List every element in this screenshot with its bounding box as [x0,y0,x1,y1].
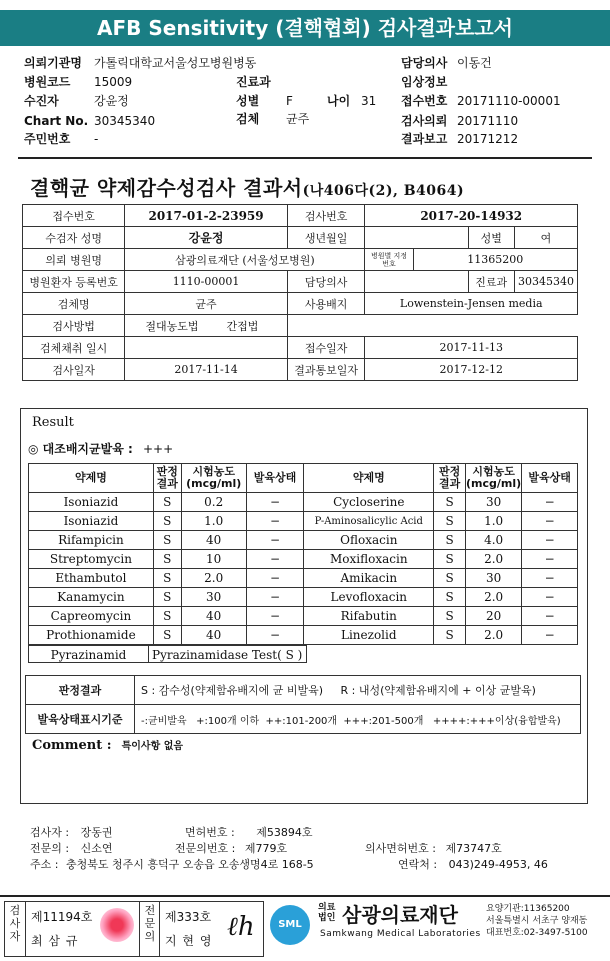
drug-judge: S [153,512,181,531]
info-label: 생년월일 [287,227,365,249]
comment-label: Comment : [32,738,112,753]
drug-growth: − [522,626,578,645]
col-drug: 약제명 [29,464,154,493]
info-label: 접수일자 [287,337,365,359]
drug-name: Capreomycin [29,607,154,626]
info-label: 접수번호 [23,205,125,227]
patient-info-table [22,204,578,381]
report-subtitle: (나406다(2), B4064) [302,183,465,199]
drug-growth: − [246,569,304,588]
drug-judge: S [153,493,181,512]
company-address: 서울특별시 서초구 양재동 [486,916,588,926]
info-blank [287,315,577,337]
drug-row [29,588,578,607]
drug-conc: 0.2 [181,493,246,512]
drug-conc: 2.0 [466,588,522,607]
culture-value: +++ [142,442,174,456]
info-value: 삼광의료재단 (서울성모병원) [125,249,365,271]
info-label: 진료과 [468,271,514,293]
header-block [24,54,594,150]
signature-strip [0,895,610,959]
report-value: 20171212 [457,132,519,146]
legend-judge-text: S : 감수성(약제함유배지에 균 비발육) R : 내성(약제함유배지에 + 이상 균발육) [135,676,581,705]
sex-value: F [286,94,293,108]
drug-conc: 10 [181,550,246,569]
license-value: 제53894호 [256,826,313,839]
hospcode-value: 15009 [94,75,133,89]
info-value: 30345340 [514,271,577,293]
drug-judge: S [434,588,466,607]
drug-name: Ethambutol [29,569,154,588]
drug-growth: − [246,531,304,550]
specialist-vlabel: 전문의 [144,904,156,943]
report-title-text: 결핵균 약제감수성검사 결과서 [30,176,303,200]
col-growth: 발육상태 [246,464,304,493]
drug-conc: 2.0 [181,569,246,588]
drug-judge: S [434,512,466,531]
drug-growth: − [522,569,578,588]
license-label: 면허번호 : [185,826,235,839]
receipt-label: 접수번호 [401,94,448,108]
culture-label: ◎ 대조배지균발육 : [28,442,133,456]
drug-growth: − [522,588,578,607]
collector-label: 수진자 [24,94,59,108]
drug-row [29,531,578,550]
divider [159,902,160,956]
drug-name: Rifabutin [304,607,434,626]
contact-label: 연락처 : [398,858,438,871]
company-code: 요양기관:11365200 [486,904,570,914]
col-judge: 판정결과 [153,464,181,493]
info-label: 의뢰 병원명 [23,249,125,271]
specialist-label: 전문의 : [30,842,70,855]
drug-conc: 40 [181,607,246,626]
drug-conc: 30 [466,493,522,512]
drug-name: Cycloserine [304,493,434,512]
contact-value: 043)249-4953, 46 [448,858,548,871]
logo-english: Samkwang Medical Laboratories [320,929,481,939]
info-label: 병원환자 등록번호 [23,271,125,293]
col-judge: 판정결과 [434,464,466,493]
drug-growth: − [246,550,304,569]
info-value: 2017-11-13 [365,337,578,359]
drug-growth: − [522,607,578,626]
comment-line [32,737,183,753]
info-label: 사용배지 [287,293,365,315]
method-2: 간접법 [226,319,259,333]
drug-name: Prothionamide [29,626,154,645]
drug-growth: − [246,588,304,607]
specialist-number: 제333호 [165,910,212,924]
info-label: 담당의사 [287,271,365,293]
pyrazinamide-test: Pyrazinamidase Test( S ) [148,645,307,663]
drug-conc: 30 [181,588,246,607]
doc-license-label: 의사면허번호 : [365,842,436,855]
drug-name: Streptomycin [29,550,154,569]
examiner-vlabel: 검사자 [9,904,21,943]
request-value: 20171110 [457,114,519,128]
age-value: 31 [361,94,377,108]
drug-conc: 1.0 [466,512,522,531]
info-value: 2017-20-14932 [365,205,578,227]
chart-label: Chart No. [24,114,89,128]
drug-conc: 2.0 [466,626,522,645]
info-value [125,337,287,359]
report-banner: AFB Sensitivity (결핵협회) 검사결과보고서 [0,10,610,46]
drug-name: Moxifloxacin [304,550,434,569]
spec-license-value: 제779호 [244,842,288,855]
result-title: Result [32,415,74,430]
info-value [365,227,468,249]
drug-conc: 2.0 [466,550,522,569]
col-conc: 시험농도(mcg/ml) [181,464,246,493]
drug-conc: 20 [466,607,522,626]
drug-conc: 1.0 [181,512,246,531]
request-label: 검사의뢰 [401,114,448,128]
culture-growth [28,440,173,457]
drug-table [28,463,578,645]
signature-mark: ℓh [227,912,255,942]
comment-text: 특이사항 없음 [121,741,184,752]
info-value [365,271,468,293]
drug-judge: S [434,626,466,645]
drug-judge: S [153,569,181,588]
hospcode-label: 병원코드 [24,75,71,89]
info-label: 병원별 지정번호 [365,249,413,271]
drug-growth: − [522,550,578,569]
divider [139,902,140,956]
info-value: 2017-12-12 [365,359,578,381]
drug-judge: S [153,607,181,626]
drug-judge: S [153,626,181,645]
examiner-name: 최 삼 규 [31,934,79,948]
signature-box [4,901,264,957]
legend-growth-text: -:균비발육 +:100개 이하 ++:101-200개 +++:201-500개 ++++:+++이상(융합발육) [135,705,581,734]
rrn-value: - [94,132,99,146]
info-value: 2017-01-2-23959 [125,205,287,227]
info-label: 검사방법 [23,315,125,337]
drug-conc: 4.0 [466,531,522,550]
drug-judge: S [434,569,466,588]
info-value: Lowenstein-Jensen media [365,293,578,315]
drug-name: Kanamycin [29,588,154,607]
doctor-value: 이동건 [457,56,492,70]
drug-name: Levofloxacin [304,588,434,607]
drug-growth: − [522,493,578,512]
logo-name: 삼광의료재단 [342,903,458,927]
examiner-number: 제11194호 [31,910,93,924]
legend-growth-label: 발육상태표시기준 [26,705,135,734]
drug-row [29,569,578,588]
doc-license-value: 제73747호 [445,842,502,855]
drug-name: Isoniazid [29,493,154,512]
info-value [125,315,287,337]
drug-name: P-Aminosalicylic Acid [304,512,434,531]
info-label: 검사일자 [23,359,125,381]
drug-row [29,626,578,645]
sml-logo-icon: SML [270,905,310,945]
address-value: 충청북도 청주시 흥덕구 오송읍 오송생명4로 168-5 [65,858,314,871]
chart-value: 30345340 [94,114,156,128]
drug-judge: S [434,493,466,512]
clinical-label: 임상정보 [401,75,448,89]
drug-row [29,550,578,569]
drug-row [29,493,578,512]
divider [25,902,26,956]
legend-table [25,675,581,734]
info-value: 균주 [125,293,287,315]
info-value: 강윤정 [125,227,287,249]
dept-label: 진료과 [236,75,271,89]
doctor-label: 담당의사 [401,56,448,70]
institution-label: 의뢰기관명 [24,56,82,70]
drug-name: Rifampicin [29,531,154,550]
red-seal [100,908,134,942]
institution-value: 가톨릭대학교서울성모병원병동 [94,56,257,70]
drug-growth: − [246,626,304,645]
sex-label: 성별 [236,94,260,108]
specialist-value: 신소연 [80,842,113,855]
drug-growth: − [522,512,578,531]
method-1: 절대농도법 [145,319,199,333]
receipt-value: 20171110-00001 [457,94,561,108]
pyrazinamide-name: Pyrazinamid [28,645,149,663]
specialist-name: 지 현 영 [165,934,213,948]
drug-judge: S [153,531,181,550]
info-label: 검체명 [23,293,125,315]
drug-judge: S [153,550,181,569]
drug-name: Linezolid [304,626,434,645]
info-label: 결과통보일자 [287,359,365,381]
report-label: 결과보고 [401,132,448,146]
info-value: 2017-11-14 [125,359,287,381]
examiner-value: 장동권 [80,826,113,839]
col-drug: 약제명 [304,464,434,493]
address-label: 주소 : [30,858,59,871]
drug-conc: 40 [181,626,246,645]
drug-judge: S [434,607,466,626]
collector-value: 강윤정 [94,94,129,108]
drug-growth: − [246,493,304,512]
drug-conc: 40 [181,531,246,550]
drug-judge: S [434,550,466,569]
specimen-value: 균주 [286,112,310,126]
legend-judge-label: 판정결과 [26,676,135,705]
drug-name: Ofloxacin [304,531,434,550]
info-label: 검사번호 [287,205,365,227]
signatory-block [30,824,590,884]
drug-name: Amikacin [304,569,434,588]
spec-license-label: 전문의번호 : [175,842,236,855]
drug-judge: S [434,531,466,550]
info-value: 1110-00001 [125,271,287,293]
info-label: 성별 [468,227,514,249]
drug-judge: S [153,588,181,607]
info-label: 검체채취 일시 [23,337,125,359]
age-label: 나이 [327,94,351,108]
col-conc: 시험농도(mcg/ml) [466,464,522,493]
drug-row [29,607,578,626]
drug-growth: − [522,531,578,550]
drug-growth: − [246,607,304,626]
info-label: 수검자 성명 [23,227,125,249]
drug-conc: 30 [466,569,522,588]
company-info [486,903,588,939]
col-growth: 발육상태 [522,464,578,493]
report-title [30,172,464,201]
specimen-label: 검체 [236,112,260,126]
company-phone: 대표번호:02-3497-5100 [486,928,588,938]
rrn-label: 주민번호 [24,132,71,146]
logo-prefix: 의료법인 [318,903,336,923]
drug-name: Isoniazid [29,512,154,531]
drug-row [29,512,578,531]
drug-growth: − [246,512,304,531]
info-value: 여 [514,227,577,249]
info-value: 11365200 [413,249,577,271]
examiner-label: 검사자 : [30,826,70,839]
header-divider [18,157,592,159]
